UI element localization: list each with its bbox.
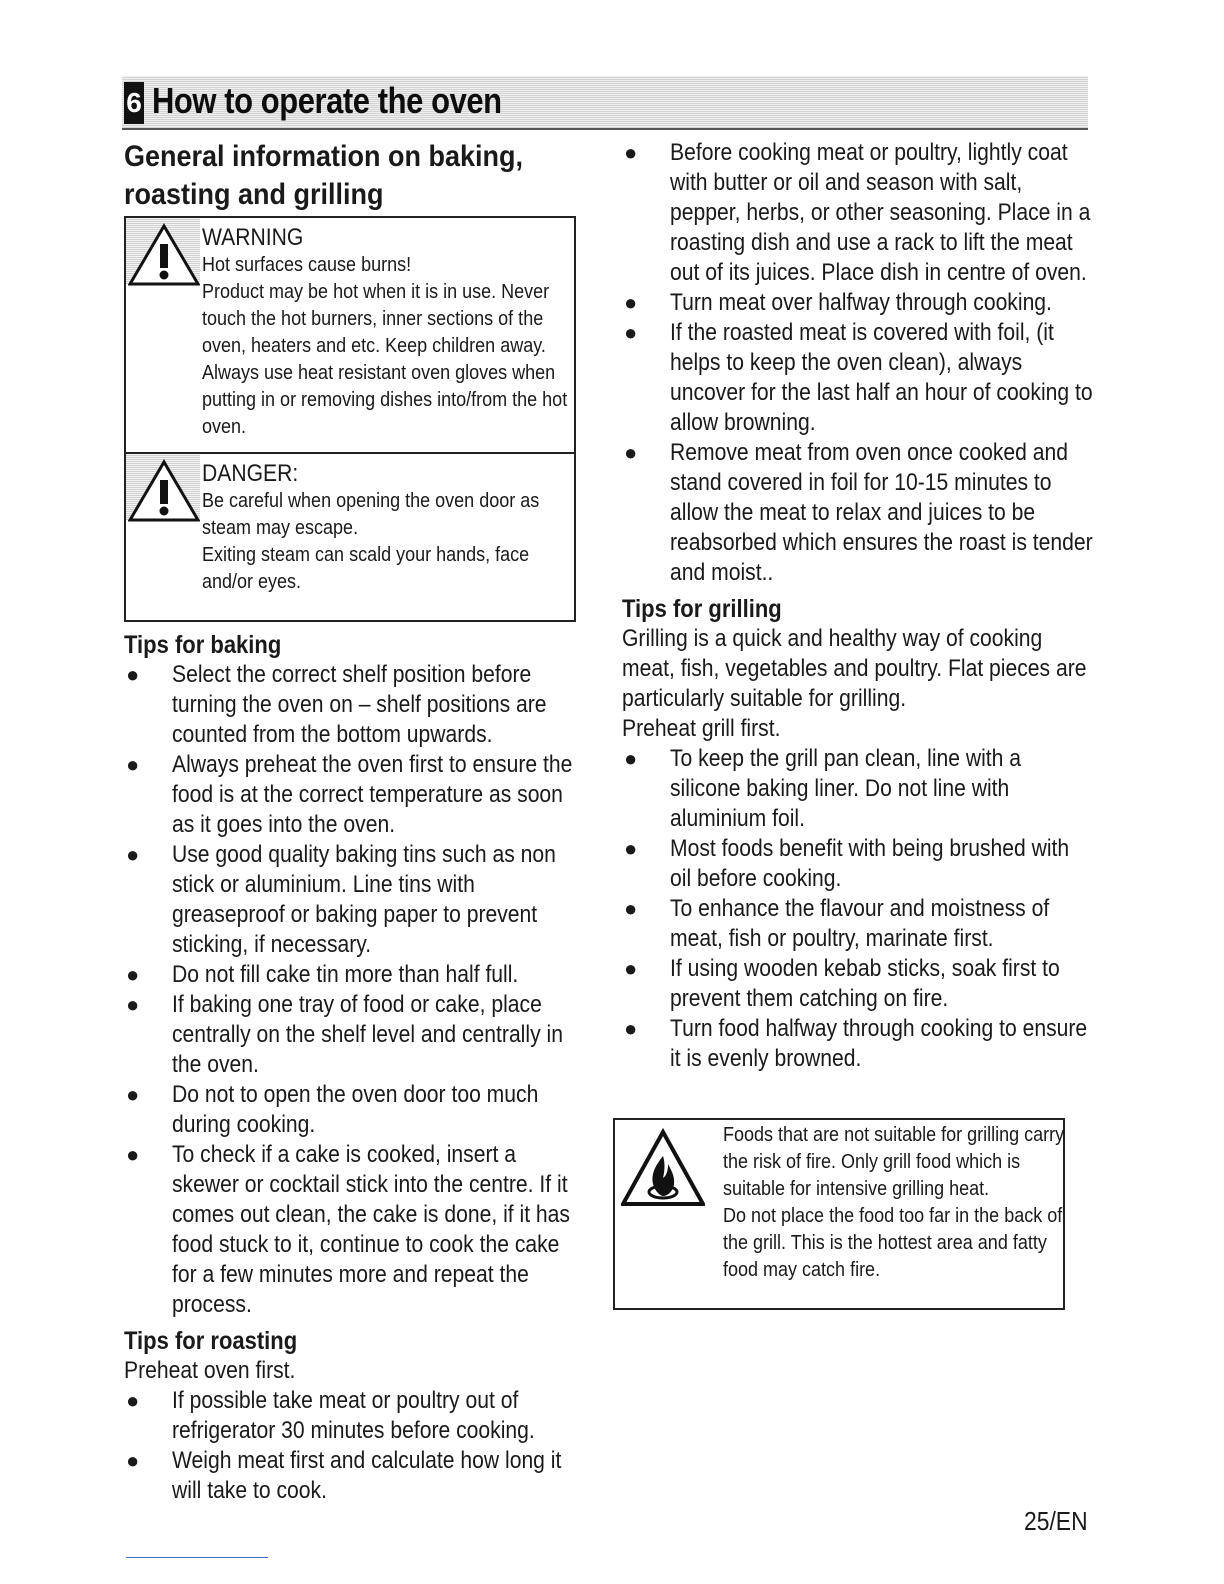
list-item: ● Use good quality baking tins such as non stick or aluminium. Line tins with greaseproof or baking paper to prevent sticking, if necessary. <box>126 841 556 958</box>
list-item: ● To check if a cake is cooked, insert a skewer or cocktail stick into the centre. If it comes out clean, the cake is done, if it has food stuck to it, continue to cook the cake for a few minutes more and repeat the process. <box>126 1141 570 1318</box>
left-column <box>124 138 576 1506</box>
danger-section <box>126 452 574 620</box>
warning-text-2: Product may be hot when it is in use. Never touch the hot burners, inner sections of the oven, heaters and etc. Keep children away. Always use heat resistant oven gloves when putting in or removing dishes into/from the hot oven. <box>202 281 568 438</box>
list-item: ● Most foods benefit with being brushed with oil before cooking. <box>624 835 1070 892</box>
roasting-title: Tips for roasting <box>124 1327 298 1355</box>
fire-hazard-icon <box>621 1128 705 1208</box>
list-item: ● Always preheat the oven first to ensure the food is at the correct temperature as soon as it goes into the oven. <box>126 751 573 838</box>
general-heading-line2: roasting and grilling <box>124 178 384 211</box>
danger-text-2: Exiting steam can scald your hands, face and/or eyes. <box>202 544 530 593</box>
baking-title: Tips for baking <box>124 631 282 659</box>
list-item: ● Do not to open the oven door too much during cooking. <box>126 1081 539 1138</box>
list-item: ● Turn food halfway through cooking to ensure it is evenly browned. <box>624 1015 1088 1072</box>
page-number: 25/EN <box>1024 1506 1088 1536</box>
fire-warning-line-1: Foods that are not suitable for grilling carry the risk of fire. Only grill food which is suitable for intensive grilling heat. <box>723 1124 1065 1200</box>
list-item: ● If the roasted meat is covered with foil, (it helps to keep the oven clean), always uncover for the last half an hour of cooking to allow browning. <box>624 319 1093 436</box>
warning-label: WARNING <box>202 224 304 251</box>
danger-text-1: Be careful when opening the oven door as steam may escape. <box>202 490 540 539</box>
section-title: How to operate the oven <box>152 80 502 121</box>
section-header <box>122 76 1088 130</box>
grilling-list <box>622 744 1092 1074</box>
list-item: ● If baking one tray of food or cake, place centrally on the shelf level and centrally in the oven. <box>126 991 563 1078</box>
list-item: ● Remove meat from oven once cooked and stand covered in foil for 10-15 minutes to allow the meat to relax and juices to be reabsorbed which ensures the roast is tender and moist.. <box>624 439 1093 586</box>
baking-list <box>124 660 576 1320</box>
roasting-list-continued <box>622 138 1092 588</box>
fire-warning-box <box>613 1118 1065 1310</box>
list-item: ● If using wooden kebab sticks, soak first to prevent them catching on fire. <box>624 955 1060 1012</box>
list-item: ● Turn meat over halfway through cooking. <box>624 289 1052 316</box>
fire-warning-line-2: Do not place the food too far in the back of the grill. This is the hottest area and fatty food may catch fire. <box>723 1205 1063 1281</box>
section-number: 6 <box>124 82 144 124</box>
list-item: ● To keep the grill pan clean, line with a silicone baking liner. Do not line with aluminium foil. <box>624 745 1022 832</box>
footer-rule <box>126 1557 268 1558</box>
warning-text-1: Hot surfaces cause burns! <box>202 254 412 276</box>
warning-triangle-icon <box>128 222 200 286</box>
list-item: ● If possible take meat or poultry out of refrigerator 30 minutes before cooking. <box>126 1387 535 1444</box>
roasting-intro: Preheat oven first. <box>124 1357 296 1384</box>
right-column <box>622 138 1092 1074</box>
grilling-title: Tips for grilling <box>622 595 782 623</box>
warning-section <box>126 218 574 452</box>
list-item: ● To enhance the flavour and moistness of meat, fish or poultry, marinate first. <box>624 895 1050 952</box>
danger-label: DANGER: <box>202 460 299 487</box>
list-item: ● Weigh meat first and calculate how long it will take to cook. <box>126 1447 562 1504</box>
list-item: ● Do not fill cake tin more than half full. <box>126 961 519 988</box>
list-item: ● Select the correct shelf position before turning the oven on – shelf positions are counted from the bottom upwards. <box>126 661 547 748</box>
roasting-list <box>124 1386 576 1506</box>
general-heading-line1: General information on baking, <box>124 140 524 173</box>
warning-box <box>124 216 576 622</box>
grilling-intro: Grilling is a quick and healthy way of cooking meat, fish, vegetables and poultry. Flat pieces are particularly suitable for grilling. <box>622 625 1087 712</box>
danger-triangle-icon <box>128 458 200 522</box>
list-item: ● Before cooking meat or poultry, lightly coat with butter or oil and season with salt, pepper, herbs, or other seasoning. Place in a roasting dish and use a rack to lift the meat out of its juices. Place dish in centre of oven. <box>624 139 1091 286</box>
grilling-intro-2: Preheat grill first. <box>622 715 781 742</box>
fire-warning-text <box>723 1122 1065 1284</box>
